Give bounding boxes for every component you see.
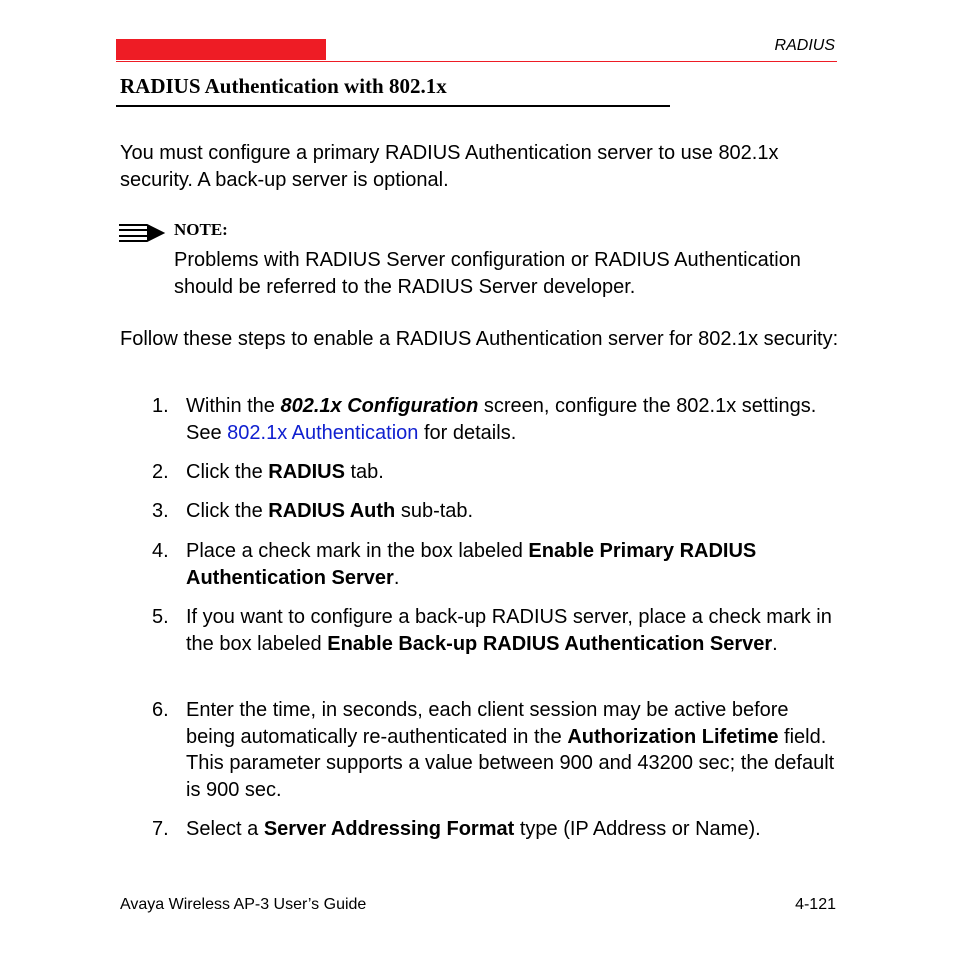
- step-item: [152, 393, 842, 446]
- step-number: 2.: [152, 461, 169, 483]
- step-item: [152, 498, 842, 525]
- step-number: 3.: [152, 500, 169, 522]
- section-title: RADIUS Authentication with 802.1x: [120, 74, 447, 98]
- page-number: 4-121: [795, 896, 836, 913]
- cross-reference-link[interactable]: 802.1x Authentication: [227, 421, 419, 444]
- running-head: RADIUS: [774, 37, 835, 54]
- step-text: Place a check mark in the box labeled Enable Primary RADIUS Authentication Server.: [186, 540, 757, 589]
- step-text: If you want to configure a back-up RADIUS server, place a check mark in the box labeled Enable Back-up RADIUS Authentication Server.: [186, 606, 832, 655]
- header-rule: [116, 61, 837, 62]
- step-text: Click the RADIUS Auth sub-tab.: [186, 500, 474, 522]
- step-number: 4.: [152, 540, 169, 562]
- header-accent-bar: [116, 39, 326, 60]
- step-text: Select a Server Addressing Format type (IP Address or Name).: [186, 818, 761, 840]
- footer-guide-title: Avaya Wireless AP-3 User’s Guide: [120, 896, 367, 913]
- step-number: 1.: [152, 395, 169, 417]
- step-text: Click the RADIUS tab.: [186, 461, 384, 483]
- step-text: Within the 802.1x Configuration screen, configure the 802.1x settings. See 802.1x Authentication for details.: [186, 395, 817, 444]
- step-item: [152, 816, 842, 843]
- title-underline: [116, 105, 670, 107]
- step-text: Enter the time, in seconds, each client session may be active before being automatically re-authenticated in the Authorization Lifetime field. This parameter supports a value between 900 and 43200 sec; the default is 900 sec.: [186, 699, 835, 801]
- steps-intro: Follow these steps to enable a RADIUS Authentication server for 802.1x security:: [120, 328, 839, 350]
- note-body: Problems with RADIUS Server configuration or RADIUS Authentication should be referred to the RADIUS Server developer.: [174, 249, 801, 298]
- step-number: 7.: [152, 818, 169, 840]
- step-item: [152, 697, 842, 803]
- intro-paragraph: You must configure a primary RADIUS Authentication server to use 802.1x security. A back-up server is optional.: [120, 142, 779, 191]
- note-label: NOTE:: [174, 220, 228, 239]
- note-arrow-icon: [117, 221, 167, 245]
- step-number: 6.: [152, 699, 169, 721]
- screen-name: 802.1x Configuration: [280, 395, 479, 417]
- step-item: [152, 459, 842, 486]
- step-number: 5.: [152, 606, 169, 628]
- step-item: [152, 604, 842, 657]
- step-item: [152, 538, 842, 591]
